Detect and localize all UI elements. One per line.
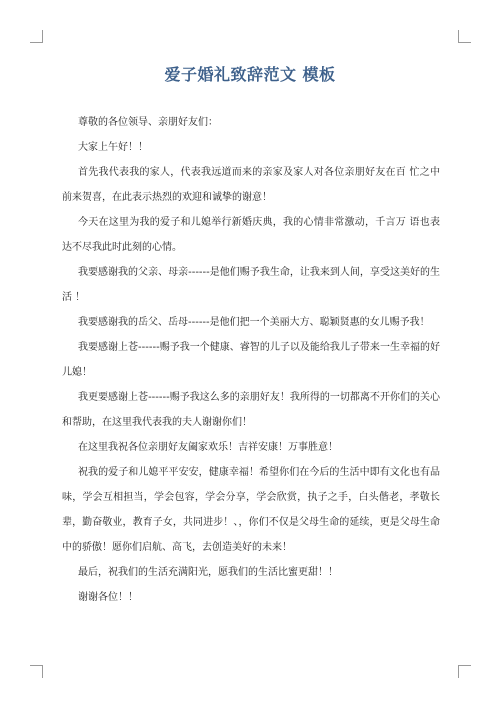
crop-mark-top-left [30, 30, 43, 43]
paragraph-salutation: 尊敬的各位领导、亲朋好友们： [78, 117, 218, 128]
paragraph-blessing-couple: 祝我的爱子和儿媳平平安安，健康幸福！希望你们在今后的生活中即有文化也有品味，学会互相担当，学会包容，学会分享，学会欣赏，执子之手，白头偕老，孝敬长辈，勤奋敬业，教育子女，共同进步！、，你们不仅是父母生命的延续，更是父母生命中的骄傲！愿你们启航、高飞，去创造美好的未来！ [62, 467, 440, 553]
paragraph-closing-wish: 最后，祝我们的生活充满阳光，愿我们的生活比蜜更甜！！ [78, 567, 338, 578]
document-body [62, 110, 440, 610]
crop-mark-top-right [458, 30, 471, 43]
paragraph-thanks-in-laws: 我要感谢我的岳父、岳母------是他们把一个美丽大方、聪颖贤惠的女儿赐予我！ [78, 317, 430, 328]
paragraph-thanks-friends: 我更要感谢上苍------赐予我这么多的亲朋好友！我所得的一切都离不开你们的关心和帮助，在这里我代表我的夫人谢谢你们！ [62, 392, 440, 428]
paragraph-blessing-guests: 在这里我祝各位亲朋好友阖家欢乐！吉祥安康！万事胜意！ [78, 442, 338, 453]
document-title: 爱子婚礼致辞范文 模板 [164, 65, 336, 84]
paragraph-ceremony: 今天在这里为我的爱子和儿媳举行新婚庆典，我的心情非常激动，千言万 语也表达不尽我此时此刻的心情。 [62, 217, 440, 253]
crop-mark-bottom-left [30, 665, 43, 678]
paragraph-greeting: 大家上午好！！ [78, 142, 148, 153]
crop-mark-bottom-right [458, 665, 471, 678]
paragraph-thanks-heaven: 我要感谢上苍------赐予我一个健康、睿智的儿子以及能给我儿子带来一生幸福的好儿媳！ [62, 342, 440, 378]
paragraph-thanks-parents: 我要感谢我的父亲、母亲------是他们赐予我生命，让我来到人间，享受这美好的生活 ！ [62, 267, 440, 303]
paragraph-thank-you: 谢谢各位！！ [78, 592, 138, 603]
paragraph-welcome: 首先我代表我的家人，代表我远道而来的亲家及家人对各位亲朋好友在百 忙之中前来贺喜，在此表示热烈的欢迎和诚挚的谢意！ [62, 167, 440, 203]
